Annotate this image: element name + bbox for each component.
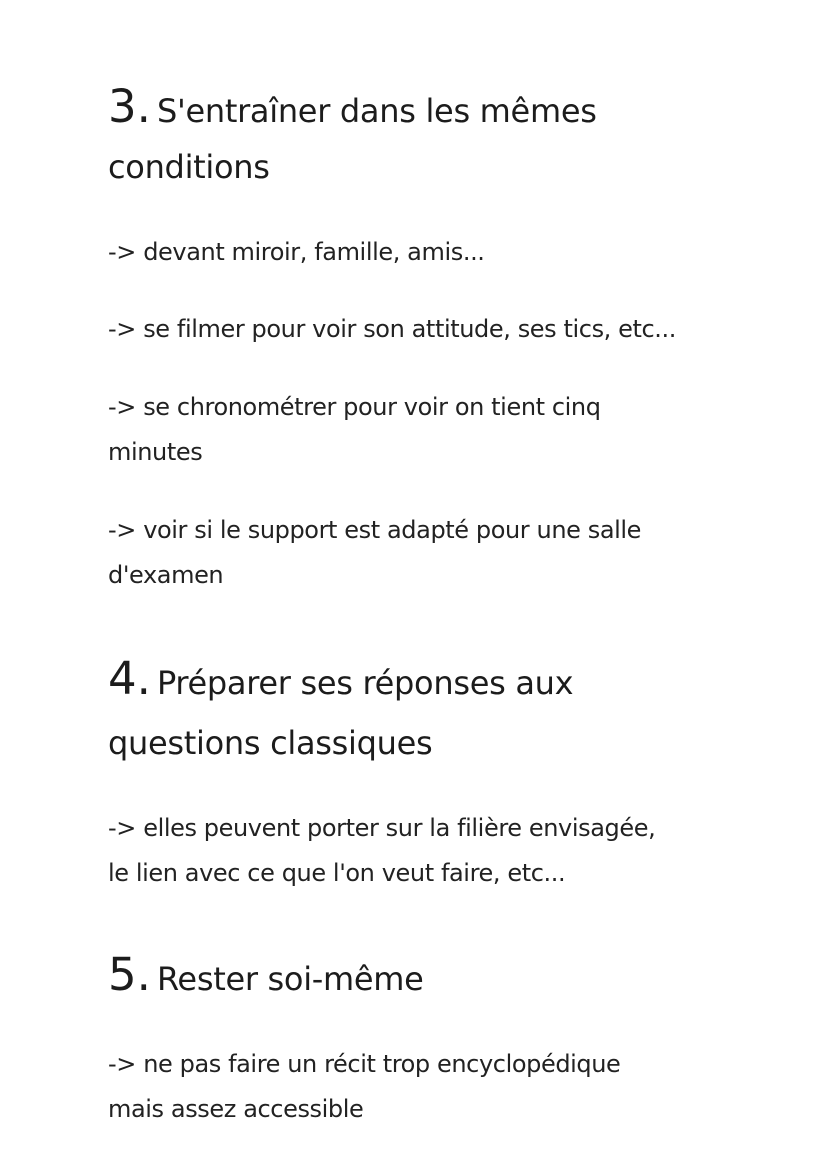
section-5-number: 5.: [108, 948, 151, 1001]
section-3-point-4-line1: -> voir si le support est adapté pour une salle: [108, 516, 642, 544]
section-3-point-3-line1: -> se chronométrer pour voir on tient cinq: [108, 393, 601, 421]
section-5-point-1-line2: mais assez accessible: [108, 1095, 364, 1123]
section-4-point-1-line2: le lien avec ce que l'on veut faire, etc...: [108, 859, 566, 887]
section-4-number: 4.: [108, 652, 151, 705]
section-3-number: 3.: [108, 80, 151, 133]
section-4-title-line1: Préparer ses réponses aux: [156, 664, 574, 702]
section-4-heading: [108, 652, 574, 705]
section-3-title-line1: S'entraîner dans les mêmes: [156, 92, 597, 130]
section-3-point-3-line2: minutes: [108, 438, 203, 466]
section-3-point-4-line2: d'examen: [108, 561, 224, 589]
section-3-point-2: -> se filmer pour voir son attitude, ses tics, etc...: [108, 315, 676, 343]
section-5-title-line1: Rester soi-même: [156, 960, 424, 998]
section-4-point-1-line1: -> elles peuvent porter sur la filière envisagée,: [108, 814, 656, 842]
section-3-point-1: -> devant miroir, famille, amis...: [108, 238, 485, 266]
section-4-title-line2: questions classiques: [108, 724, 433, 762]
section-3-heading: [108, 80, 597, 133]
section-3-title-line2: conditions: [108, 148, 270, 186]
section-5-heading: [108, 948, 424, 1001]
section-5-point-1-line1: -> ne pas faire un récit trop encyclopédique: [108, 1050, 621, 1078]
